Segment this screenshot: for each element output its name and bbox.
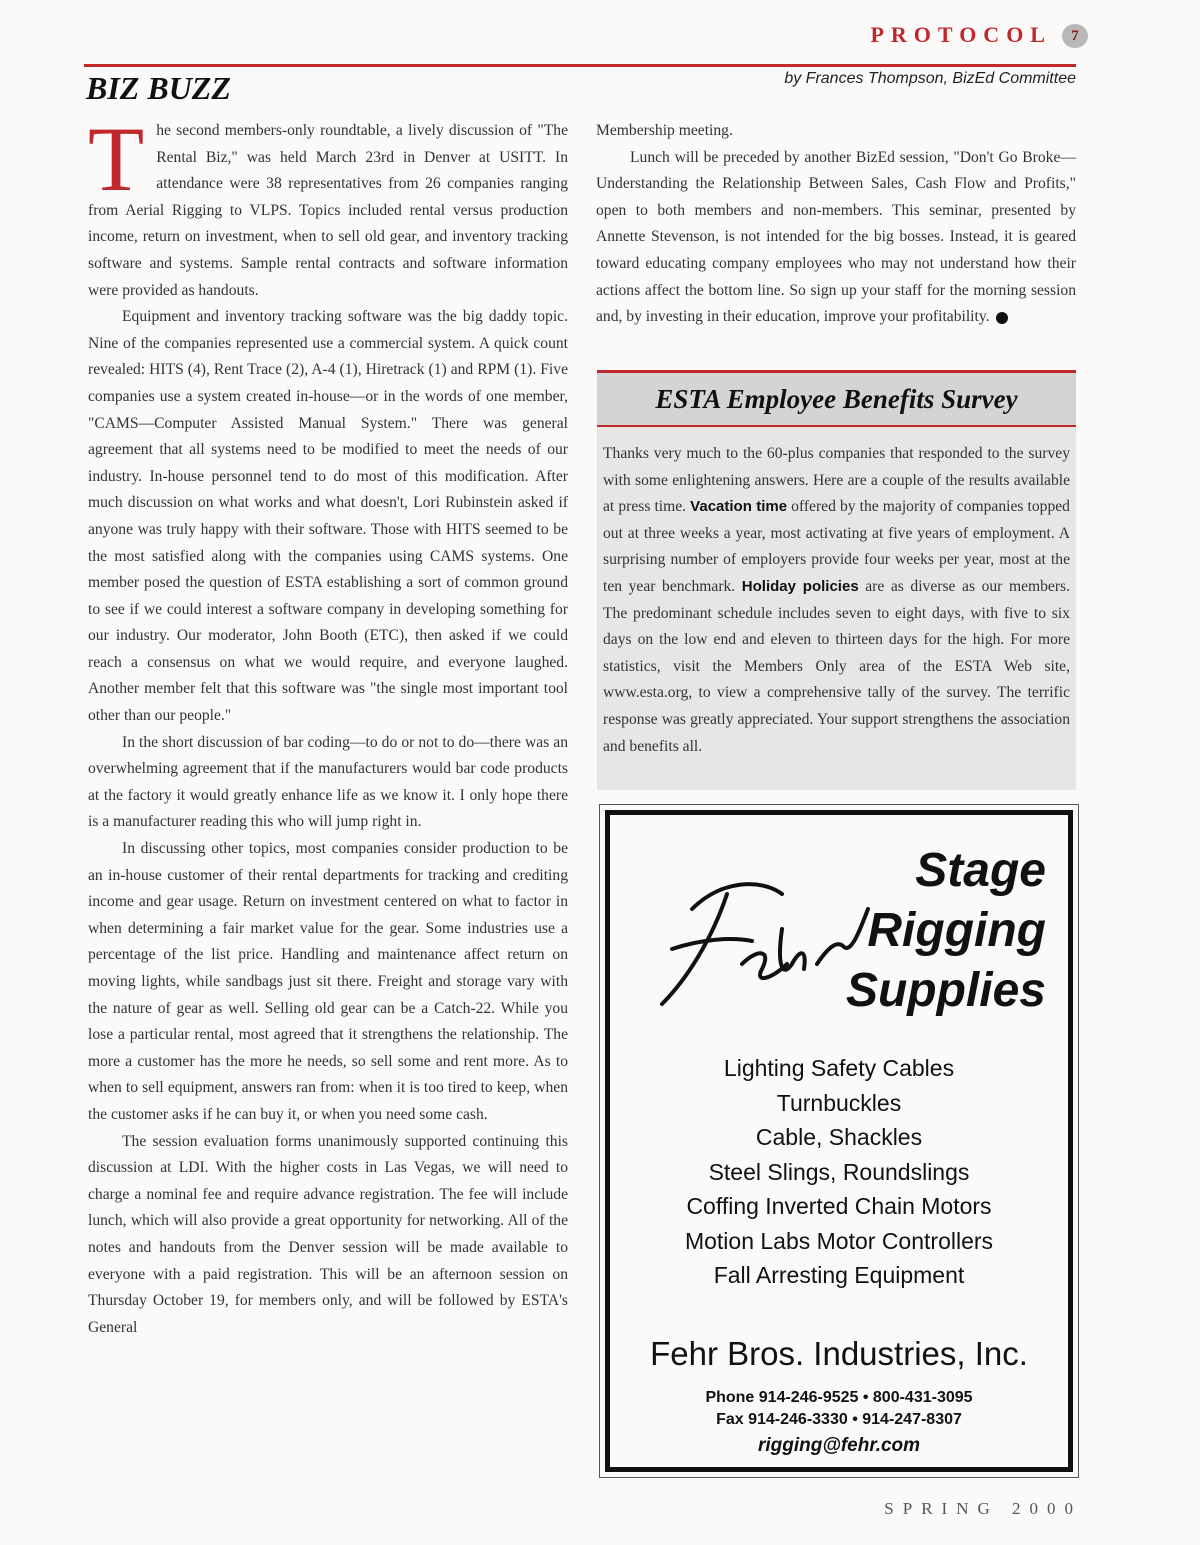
article-left-column	[88, 108, 568, 1341]
drop-cap: T	[88, 108, 145, 210]
list-item: Coffing Inverted Chain Motors	[686, 1193, 992, 1219]
section-title: BIZ BUZZ	[86, 70, 231, 106]
fax-line: Fax 914-246-3330 • 914-247-8307	[716, 1411, 962, 1428]
product-list	[610, 1051, 1068, 1293]
article-paragraph: Equipment and inventory tracking software was the big daddy topic. Nine of the companies represented use a commercial system. A quick count revealed: HITS (4), Rent Trace (2), A-4 (1), Hiretrack (1) and RPM (1). Five companies use a system created in-house—or in the words of one member, "CAMS—Computer Assisted Manual System." There was general agreement that all systems need to be modified to meet the needs of our industry. In-house personnel tend to do most of this modification. After much discussion on what works and what doesn't, Lori Rubinstein asked if anyone was truly happy with their software. Those with HITS seemed to be the most satisfied along with the companies using CAMS systems. One member posed the question of ESTA establishing a sort of common ground to see if we could interest a software company in developing something for our industry. Our moderator, John Booth (ETC), then asked if we could reach a consensus on what we would require, and everyone laughed. Another member felt that this software was "the single most important tool other than our people."	[88, 308, 568, 725]
ad-headline: Stage Rigging Supplies	[845, 844, 1046, 1017]
article-paragraph: Membership meeting.	[596, 122, 733, 139]
contact-info	[610, 1387, 1068, 1431]
issue-footer: SPRING 2000	[884, 1499, 1082, 1518]
list-item: Fall Arresting Equipment	[713, 1262, 965, 1288]
article-paragraph: The session evaluation forms unanimously supported continuing this discussion at LDI. With the higher costs in Las Vegas, we will need to charge a nominal fee and require advance registration. The fee will include lunch, which will also provide a great opportunity for networking. All of the notes and handouts from the Denver session will be made available to everyone with a paid registration. This will be an afternoon session on Thursday October 19, for members only, and will be followed by ESTA's General	[88, 1132, 568, 1336]
list-item: Lighting Safety Cables	[723, 1055, 955, 1081]
company-name: Fehr Bros. Industries, Inc.	[650, 1335, 1028, 1372]
article-paragraph: In the short discussion of bar coding—to do or not to do—there was an overwhelming agreement that if the manufacturers would bar code products at the factory it would greatly enhance life as we know it. I only hope there is a manufacturer reading this who will jump right in.	[88, 733, 568, 831]
article-paragraph: The second members-only roundtable, a lively discussion of "The Rental Biz," was held March 23rd in Denver at USITT. In attendance were 38 representatives from 26 companies ranging from Aerial Rigging to VLPS. Topics included rental versus production income, return on investment, when to sell old gear, and inventory tracking software and systems. Sample rental contracts and software information were provided as handouts.	[88, 108, 568, 299]
list-item: Turnbuckles	[776, 1089, 902, 1116]
phone-line: Phone 914-246-9525 • 800-431-3095	[705, 1389, 973, 1406]
header-rule	[84, 64, 1076, 67]
running-title: PROTOCOL	[870, 22, 1052, 47]
fehr-advertisement	[599, 804, 1079, 1478]
list-item: Motion Labs Motor Controllers	[684, 1227, 994, 1254]
list-item: Steel Slings, Roundslings	[708, 1158, 970, 1185]
email-address: rigging@fehr.com	[757, 1435, 921, 1456]
list-item: Cable, Shackles	[755, 1124, 923, 1150]
article-paragraph: In discussing other topics, most companies consider production to be an in-house customer of their rental departments for tracking and crediting income and gear usage. Return on investment centered on what to factor in when determining a fair market value for the gear. Some industries use a percentage of the list price. Handling and maintenance affect return on moving lights, while sandbags just sit there. Freight and storage vary with the nature of gear as well. Selling old gear can be a Catch-22. While you lose a particular rental, most agreed that it strengthens the relationship. The more a customer has the more he needs, so sell some and rent more. As to when to sell equipment, answers ran from: when it is too tired to keep, when the customer asks if he can buy it, or when you need some cash.	[88, 840, 568, 1123]
ad-frame	[605, 810, 1073, 1472]
article-right-column	[596, 118, 1076, 331]
survey-title: ESTA Employee Benefits Survey	[597, 373, 1076, 425]
fehr-signature-logo	[632, 869, 872, 1019]
vacation-time-label: Vacation time	[690, 498, 788, 516]
byline: by Frances Thompson, BizEd Committee	[784, 70, 1076, 87]
end-mark-icon	[996, 312, 1008, 324]
holiday-policies-label: Holiday policies	[741, 577, 859, 595]
survey-body: Thanks very much to the 60-plus companies that responded to the survey with some enlightening answers. Here are a couple of the results available at press time. Vacation time offered by the majority of companies topped out at three weeks a year, most activating at five years of employment. A surprising number of employers provide four weeks per year, most at the ten year benchmark. Holiday policies are as diverse as our members. The predominant schedule includes seven to eight days, with five to six days on the low end and eleven to thirteen days for the high. For more statistics, visit the Members Only area of the ESTA Web site, www.esta.org, to view a comprehensive tally of the survey. The terrific response was greatly appreciated. Your support strengthens the association and benefits all.	[603, 445, 1071, 755]
page-number: 7	[1062, 24, 1088, 48]
article-paragraph: Lunch will be preceded by another BizEd session, "Don't Go Broke—Understanding the Relationship Between Sales, Cash Flow and Profits," open to both members and non-members. This seminar, presented by Annette Stevenson, is not intended for the big bosses. Instead, it is geared toward educating company employees who may not understand how their actions affect the bottom line. So sign up your staff for the morning session and, by investing in their education, improve your profitability.	[596, 148, 1076, 326]
survey-sidebar	[597, 370, 1076, 790]
